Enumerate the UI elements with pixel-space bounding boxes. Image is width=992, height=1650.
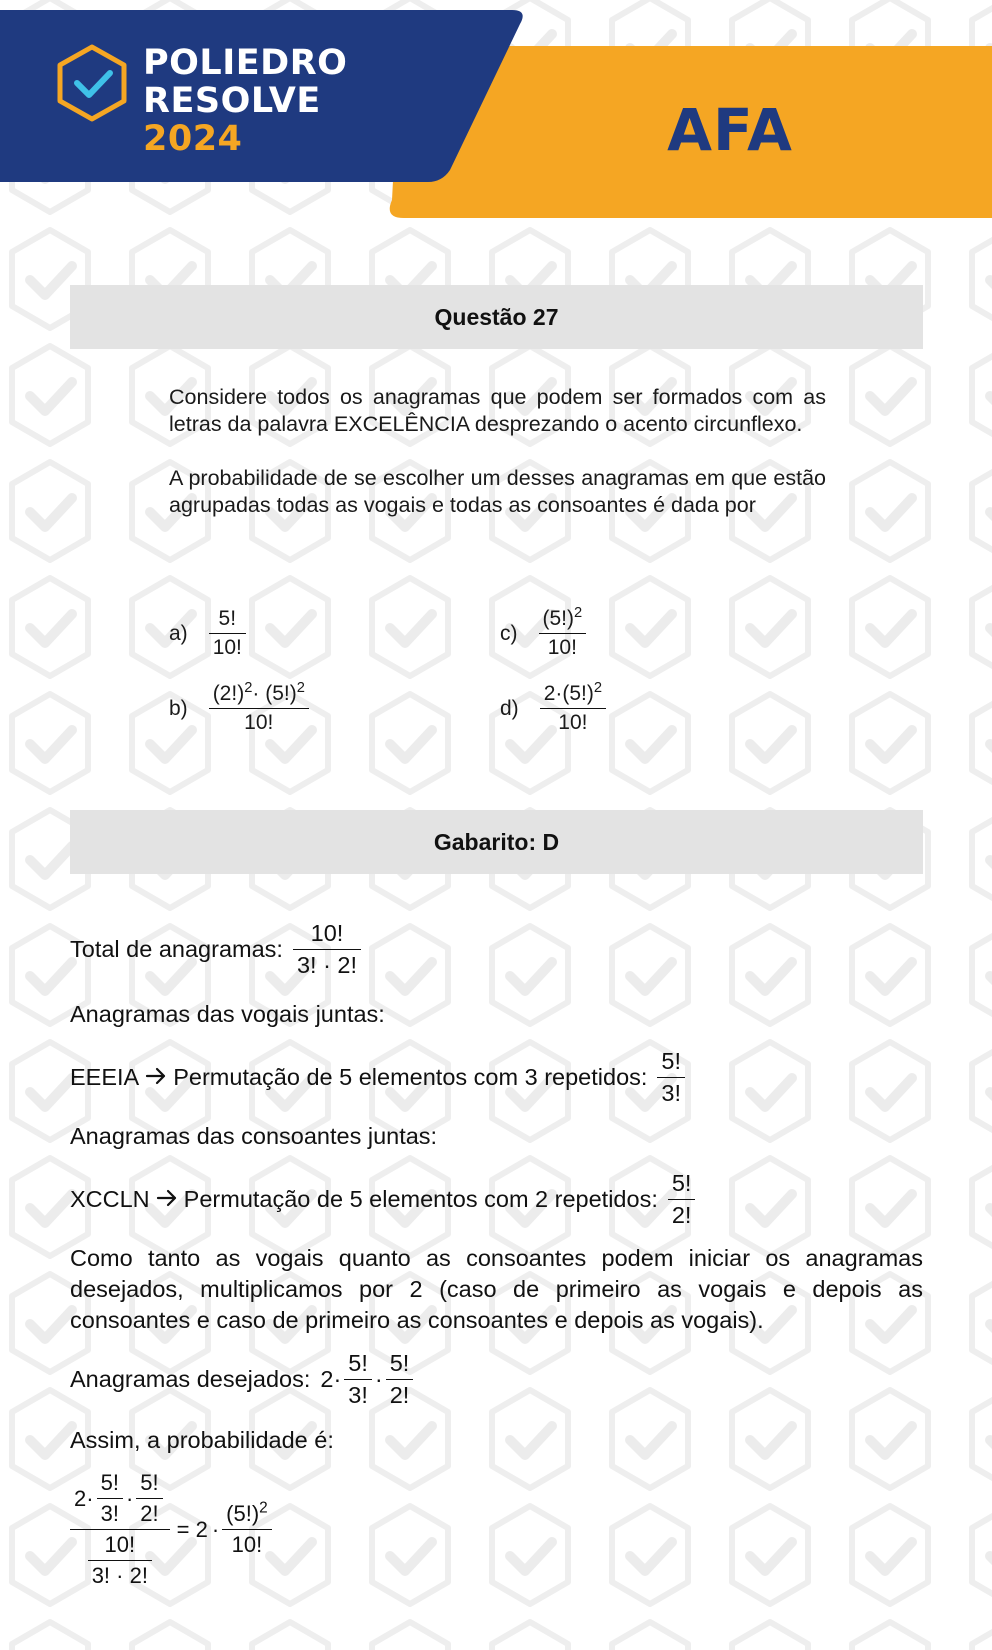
option-c-denominator: 10! [539,633,587,660]
option-c-fraction [539,604,587,660]
solution-final-inner-fraction [88,1532,152,1589]
option-b-num-a: (2!) [212,682,245,705]
solution-total-label: Total de anagramas: [70,936,283,962]
solution-prob-heading-text: Assim, a probabilidade é: [70,1427,334,1453]
solution-consonants-text: Permutação de 5 elementos com 2 repetidos: [183,1186,658,1212]
solution-final-f2 [136,1470,162,1527]
option-d-numerator [540,679,606,708]
solution-final-big-fraction [70,1470,170,1589]
option-b-denominator: 10! [209,708,309,735]
solution-prob-heading [70,1427,334,1454]
solution-total-numerator: 10! [310,920,344,946]
solution-vowels-text: Permutação de 5 elementos com 3 repetidos: [173,1064,648,1090]
option-b-exp-b: 2 [296,679,305,696]
option-c-numerator [539,604,587,633]
question-statement [169,384,826,519]
brand-year: 2024 [143,119,243,159]
solution-final-f2-numerator: 5! [140,1470,159,1495]
arrow-right-icon [156,1186,178,1213]
solution-final-f2-denominator: 2! [136,1498,162,1527]
solution-consonants-line [70,1170,698,1229]
solution-desired-coef: 2 [320,1366,334,1392]
solution-final-inner-denominator: 3! · 2! [88,1560,152,1589]
solution-total-denominator: 3! · 2! [293,949,361,979]
solution-desired-line [70,1350,416,1409]
solution-final-inner-numerator: 10! [104,1532,136,1557]
solution-consonants-numerator: 5! [671,1170,692,1196]
option-a-fraction [209,607,246,660]
option-d-coef: 2·(5!) [543,682,594,705]
solution-consonants-heading-text: Anagramas das consoantes juntas: [70,1123,438,1149]
solution-desired-label: Anagramas desejados: [70,1366,311,1392]
option-b-fraction [209,679,309,735]
solution-vowels-denominator: 3! [657,1077,685,1107]
question-title: Questão 27 [434,303,559,330]
solution-final-equals: = 2 [176,1516,208,1542]
solution-consonants-fraction [668,1170,696,1229]
question-paragraph-2: A probabilidade de se escolher um desses anagramas em que estão agrupadas todas as vogais e todas as consoantes é dada por [169,466,826,517]
option-b-num-b: (5!) [265,682,297,705]
option-d-label: d) [500,696,519,720]
solution-desired-f2-denominator: 2! [386,1379,414,1409]
option-a-label: a) [169,621,188,645]
solution-desired-f1-denominator: 3! [344,1379,372,1409]
solution-final-f1-numerator: 5! [100,1470,119,1495]
solution-consonants-word: XCCLN [70,1186,150,1212]
brand-line-2: RESOLVE [143,81,321,121]
solution-desired-fraction-1 [344,1350,372,1409]
solution-desired-f2-numerator: 5! [389,1350,410,1376]
solution-final-big-numerator [70,1470,170,1529]
solution-vowels-heading-text: Anagramas das vogais juntas: [70,1001,385,1027]
solution-vowels-word: EEEIA [70,1064,140,1090]
multiply-dot: · [125,1485,134,1511]
solution-final-result-fraction [222,1501,272,1558]
option-d-exp: 2 [593,679,603,696]
solution-vowels-heading [70,1001,385,1028]
question-title-bar [70,285,923,349]
option-b-exp-a: 2 [244,679,253,696]
header-banner [0,0,992,220]
solution-final-coef: 2 [74,1485,87,1511]
option-c-exp: 2 [574,604,583,621]
option-a-denominator: 10! [209,633,246,660]
multiply-dot: · [374,1366,383,1392]
solution-desired-f1-numerator: 5! [348,1350,368,1376]
solution-total-fraction [293,920,361,979]
solution-consonants-denominator: 2! [668,1199,696,1229]
solution-total-line [70,920,364,979]
solution-desired-fraction-2 [386,1350,414,1409]
multiply-dot: · [86,1485,94,1511]
solution-consonants-heading [70,1123,437,1150]
solution-explanation: Como tanto as vogais quanto as consoantes podem iniciar os anagramas desejados, multiplicamos por 2 (caso de primeiro as vogais e depois as consoantes e caso de primeiro as consoantes e depois as vogais). [70,1245,923,1333]
solution-final-f1-denominator: 3! [97,1498,123,1527]
answer-title: Gabarito: D [433,828,560,855]
option-c [500,604,589,660]
option-b-numerator [209,679,309,708]
solution-final-result-numerator [222,1501,272,1529]
option-c-label: c) [500,621,518,645]
option-b [169,679,312,735]
solution-final-result-exp: 2 [259,1499,268,1517]
option-d-fraction [540,679,606,735]
option-d [500,679,609,735]
solution-vowels-line [70,1048,688,1107]
option-d-denominator: 10! [540,708,606,735]
solution-final-big-denominator [70,1529,170,1589]
option-c-num: (5!) [542,607,574,630]
brand-line-1: POLIEDRO [143,43,348,83]
option-a [169,607,249,660]
solution-vowels-numerator: 5! [661,1048,682,1074]
answer-title-bar [70,810,923,874]
solution-final-expression [70,1470,275,1589]
option-a-numerator: 5! [218,607,237,630]
arrow-right-icon [145,1064,167,1091]
solution-final-result-denominator: 10! [222,1529,272,1558]
question-paragraph-1: Considere todos os anagramas que podem ser formados com as letras da palavra EXCELÊNCIA desprezando o acento circunflexo. [169,385,826,436]
multiply-dot: · [333,1366,342,1392]
brand-logo-text [143,44,347,158]
multiply-dot: · [211,1516,220,1542]
option-b-dot: · [252,682,260,705]
option-b-label: b) [169,696,188,720]
solution-final-result-base: (5!) [226,1501,260,1526]
solution-vowels-fraction [657,1048,685,1107]
solution-final-f1 [97,1470,123,1527]
exam-name: AFA [667,96,793,164]
